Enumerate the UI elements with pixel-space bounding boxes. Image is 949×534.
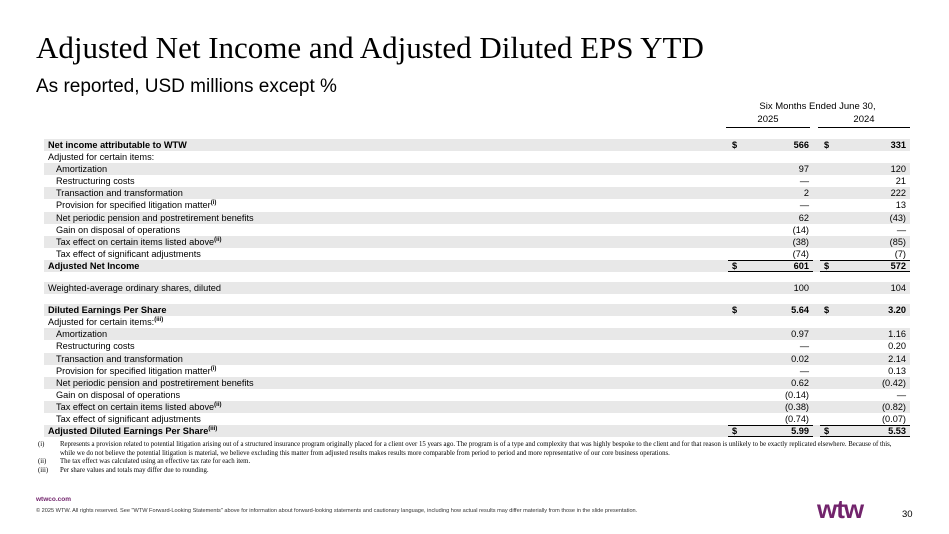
value-2024: — [896, 389, 906, 400]
table-row [44, 236, 910, 248]
value-2024: (7) [894, 248, 906, 259]
table-row [44, 316, 910, 328]
table-row [44, 413, 910, 425]
footnote-ref: (ii) [214, 236, 222, 243]
row-label: Adjusted for certain items:$^{(iii)}$ [48, 317, 164, 328]
currency-2025: $ [732, 260, 738, 271]
value-2024: 21 [895, 176, 906, 187]
table-row [44, 224, 910, 236]
value-2025: 2 [803, 188, 809, 199]
footnote [38, 458, 900, 467]
row-label: Tax effect on certain items listed above$^{(ii)}$ [56, 401, 222, 412]
row-label: Tax effect of significant adjustments [56, 248, 201, 259]
value-2024: 3.20 [888, 305, 906, 316]
row-label: Provision for specified litigation matter$^{(i)}$ [56, 365, 217, 376]
value-2025: (0.74) [784, 413, 809, 424]
footer-url[interactable]: wtwco.com [36, 496, 72, 503]
currency-2025: $ [732, 140, 738, 150]
value-2025: — [799, 200, 809, 211]
row-label: Net periodic pension and postretirement benefits [56, 377, 254, 388]
value-2025: (38) [792, 236, 809, 247]
row-label: Net periodic pension and postretirement benefits [56, 212, 254, 223]
table-row [44, 139, 910, 151]
value-2024: 572 [890, 260, 906, 271]
value-2025: 601 [793, 260, 809, 271]
footnote-text: Per share values and totals may differ due to rounding. [60, 466, 209, 474]
currency-2025: $ [732, 426, 738, 437]
footnote-text: The tax effect was calculated using an effective tax rate for each item. [60, 458, 251, 466]
row-label: Adjusted for certain items: [48, 152, 155, 163]
value-2025: 0.97 [791, 329, 809, 340]
table-row [44, 353, 910, 365]
table-row [44, 425, 910, 437]
value-2024: 0.20 [888, 341, 906, 352]
table-row [44, 199, 910, 211]
table-spacer [44, 294, 910, 304]
value-2024: 222 [890, 188, 906, 199]
table-row [44, 248, 910, 260]
value-2025: 0.02 [791, 353, 809, 364]
footnote-ref: (i) [210, 200, 217, 207]
value-2024: 120 [890, 164, 906, 175]
currency-2024: $ [824, 260, 830, 271]
footnote-ref: (iii) [208, 426, 218, 433]
footer-copyright: © 2025 WTW. All rights reserved. See "WTW Forward-Looking Statements" above for information about forward-looking statements and cautionary language, including how actual results may differ materially from those in the slide presentation. [36, 508, 638, 514]
value-2025: 62 [798, 212, 809, 223]
value-2024: 13 [895, 200, 906, 211]
footnotes [38, 441, 900, 475]
row-label: Adjusted Net Income [48, 260, 140, 271]
footnote-number: (i) [38, 441, 45, 448]
table-row [44, 260, 910, 272]
value-2025: 5.64 [791, 305, 809, 316]
value-2024: (43) [889, 212, 906, 223]
table-row [44, 401, 910, 413]
footnote-number: (iii) [38, 466, 49, 474]
page-title: Adjusted Net Income and Adjusted Diluted EPS YTD [36, 30, 704, 65]
row-label: Amortization [56, 329, 108, 340]
row-label: Net income attributable to WTW [48, 140, 187, 150]
row-label: Provision for specified litigation matter$^{(i)}$ [56, 200, 217, 211]
row-label: Restructuring costs [56, 341, 135, 352]
table-row [44, 328, 910, 340]
footnote-ref: (i) [210, 365, 217, 372]
row-label: Gain on disposal of operations [56, 389, 181, 400]
value-2025: 100 [793, 283, 809, 294]
footnote-number: (ii) [38, 458, 47, 466]
value-2024: (0.42) [881, 377, 906, 388]
row-label: Tax effect of significant adjustments [56, 413, 201, 424]
table-row [44, 282, 910, 294]
table-row [44, 340, 910, 352]
row-label: Tax effect on certain items listed above$^{(ii)}$ [56, 236, 222, 247]
footnote-ref: (iii) [154, 317, 164, 324]
value-2025: (0.38) [784, 401, 809, 412]
value-2024: 331 [890, 140, 906, 150]
year-header-2024: 2024 [818, 114, 910, 128]
year-header-2025: 2025 [726, 114, 810, 128]
row-label: Restructuring costs [56, 176, 135, 187]
table-row [44, 389, 910, 401]
page-subtitle: As reported, USD millions except % [36, 76, 337, 97]
table-row [44, 163, 910, 175]
footnote [38, 467, 900, 476]
currency-2025: $ [732, 305, 738, 316]
table-row [44, 151, 910, 163]
table-row [44, 304, 910, 316]
value-2024: 5.53 [888, 426, 906, 437]
row-label: Amortization [56, 164, 108, 175]
table-row [44, 212, 910, 224]
value-2025: 97 [798, 164, 809, 175]
value-2025: (74) [792, 248, 809, 259]
row-label: Transaction and transformation [56, 353, 183, 364]
reconciliation-table [44, 139, 910, 437]
value-2025: 566 [793, 140, 809, 150]
table-spacer [44, 272, 910, 282]
table-row [44, 187, 910, 199]
footnote-ref: (ii) [214, 401, 222, 408]
value-2025: (0.14) [784, 389, 809, 400]
value-2025: — [799, 341, 809, 352]
page-number: 30 [902, 509, 913, 520]
value-2025: 0.62 [791, 377, 809, 388]
row-label: Gain on disposal of operations [56, 224, 181, 235]
value-2024: — [896, 224, 906, 235]
value-2024: (0.82) [881, 401, 906, 412]
period-header: Six Months Ended June 30, [759, 101, 876, 112]
row-label: Weighted-average ordinary shares, diluted [48, 283, 221, 294]
value-2025: — [799, 176, 809, 187]
footnote-text: Represents a provision related to potential litigation arising out of a structured insurance program originally placed for a client over 15 years ago. The program is of a type and complexity that was highly bespoke to the client and for that reason is unlikely to be exactly replicated elsewhere. Because of this, while we do not believe the potential litigation is material, we believe excluding this matter from adjusted results makes results more comparable from period to period and more representative of our core business operations. [60, 441, 892, 457]
currency-2024: $ [824, 426, 830, 437]
value-2024: 1.16 [888, 329, 906, 340]
currency-2024: $ [824, 140, 830, 150]
value-2025: — [799, 365, 809, 376]
row-label: Adjusted Diluted Earnings Per Share$^{(iii)}$ [48, 426, 218, 437]
footnote [38, 441, 900, 458]
table-row [44, 175, 910, 187]
value-2025: 5.99 [791, 426, 809, 437]
value-2024: (85) [889, 236, 906, 247]
row-label: Transaction and transformation [56, 188, 183, 199]
value-2024: (0.07) [881, 413, 906, 424]
table-row [44, 365, 910, 377]
value-2024: 0.13 [888, 365, 906, 376]
value-2024: 2.14 [888, 353, 906, 364]
value-2024: 104 [890, 283, 906, 294]
row-label: Diluted Earnings Per Share [48, 305, 167, 316]
currency-2024: $ [824, 305, 830, 316]
table-row [44, 377, 910, 389]
wtw-logo: wtw [817, 494, 864, 524]
value-2025: (14) [792, 224, 809, 235]
